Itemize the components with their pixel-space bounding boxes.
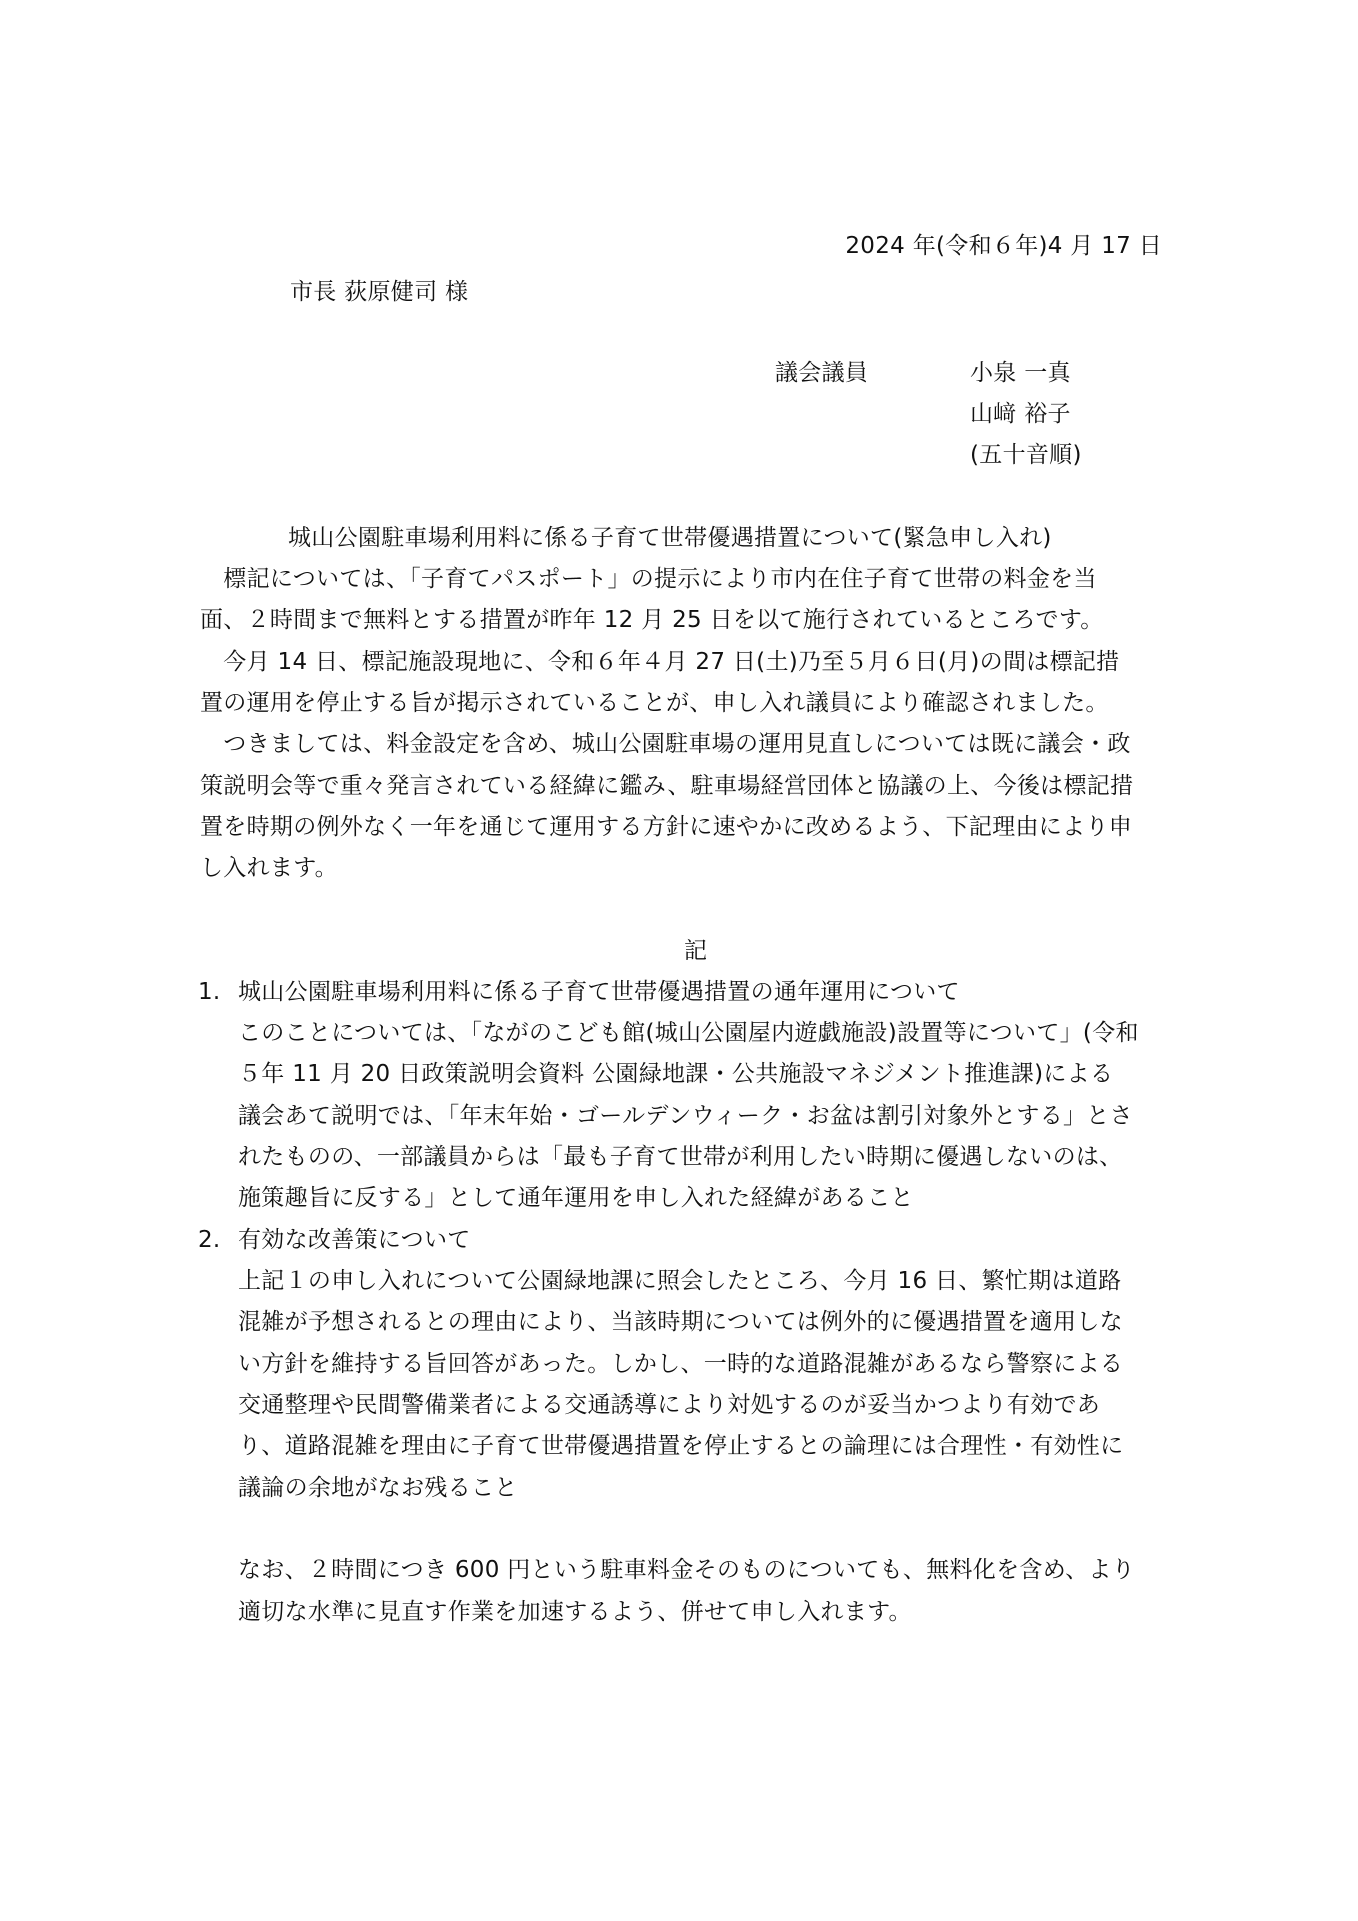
body-line: し入れます。: [200, 855, 338, 881]
closing-line: 適切な水準に見直す作業を加速するよう、併せて申し入れます。: [238, 1599, 912, 1625]
item-1-heading: 城山公園駐車場利用料に係る子育て世帯優遇措置の通年運用について: [238, 979, 960, 1005]
item-1-number: 1.: [198, 979, 221, 1005]
body-line: 置の運用を停止する旨が掲示されていることが、申し入れ議員により確認されました。: [200, 690, 1109, 716]
body-line: 策説明会等で重々発言されている経緯に鑑み、駐車場経営団体と協議の上、今後は標記措: [200, 773, 1134, 799]
ki-heading: 記: [684, 938, 708, 964]
sender-order-note: (五十音順): [970, 442, 1082, 468]
addressee: 市長 荻原健司 様: [290, 279, 469, 305]
item-2-line: 上記１の申し入れについて公園緑地課に照会したところ、今月 16 日、繁忙期は道路: [238, 1268, 1122, 1294]
item-2-line: い方針を維持する旨回答があった。しかし、一時的な道路混雑があるなら警察による: [238, 1351, 1124, 1377]
item-2-number: 2.: [198, 1227, 221, 1253]
item-1-line: 議会あて説明では、「年末年始・ゴールデンウィーク・お盆は割引対象外とする」とさ: [238, 1103, 1133, 1129]
body-line: 置を時期の例外なく一年を通じて運用する方針に速やかに改めるよう、下記理由により申: [200, 814, 1132, 840]
item-1-line: れたものの、一部議員からは「最も子育て世帯が利用したい時期に優遇しないのは、: [238, 1144, 1123, 1170]
item-2-line: り、道路混雑を理由に子育て世帯優遇措置を停止するとの論理には合理性・有効性に: [238, 1433, 1124, 1459]
body-line: 標記については、「子育てパスポート」の提示により市内在住子育て世帯の料金を当: [200, 566, 1097, 592]
body-line: 面、２時間まで無料とする措置が昨年 12 月 25 日を以て施行されているところです。: [200, 607, 1104, 633]
document-title: 城山公園駐車場利用料に係る子育て世帯優遇措置について(緊急申し入れ): [288, 525, 1052, 551]
item-2-heading: 有効な改善策について: [238, 1227, 471, 1253]
item-2-line: 議論の余地がなお残ること: [238, 1475, 518, 1501]
item-2-line: 交通整理や民間警備業者による交通誘導により対処するのが妥当かつより有効であ: [238, 1392, 1101, 1418]
item-2-line: 混雑が予想されるとの理由により、当該時期については例外的に優遇措置を適用しな: [238, 1309, 1123, 1335]
item-1-line: このことについては、「ながのこども館(城山公園屋内遊戯施設)設置等について」(令和: [238, 1020, 1139, 1046]
sender-name-1: 小泉 一真: [970, 360, 1071, 386]
closing-line: なお、２時間につき 600 円という駐車料金そのものについても、無料化を含め、より: [238, 1557, 1135, 1583]
sender-name-2: 山﨑 裕子: [970, 401, 1071, 427]
item-1-line: 施策趣旨に反する」として通年運用を申し入れた経緯があること: [238, 1185, 914, 1211]
item-1-line: ５年 11 月 20 日政策説明会資料 公園緑地課・公共施設マネジメント推進課)による: [238, 1061, 1114, 1087]
body-line: 今月 14 日、標記施設現地に、令和６年４月 27 日(土)乃至５月６日(月)の間は標記措: [200, 649, 1120, 675]
sender-role: 議会議員: [775, 360, 869, 386]
document-date: 2024 年(令和６年)4 月 17 日: [845, 233, 1162, 259]
body-line: つきましては、料金設定を含め、城山公園駐車場の運用見直しについては既に議会・政: [200, 731, 1131, 757]
